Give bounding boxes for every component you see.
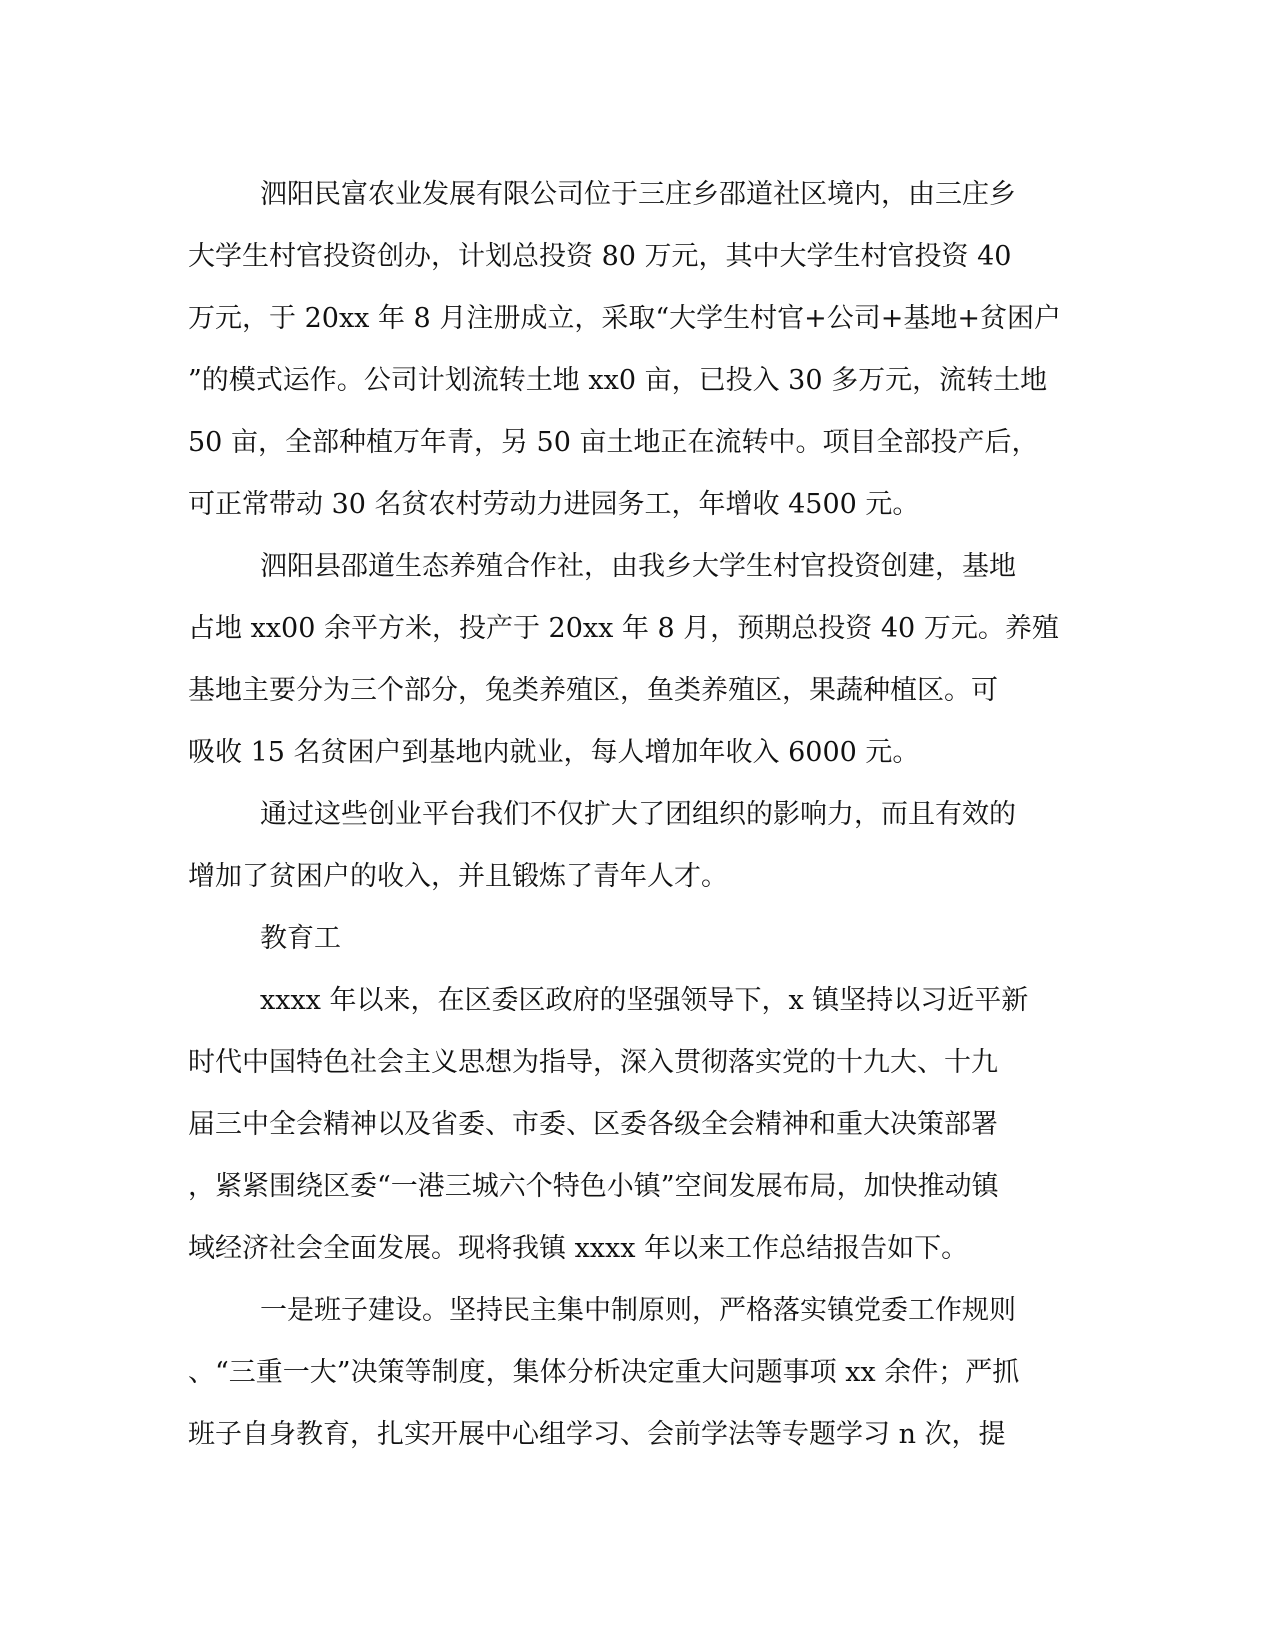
text-line: 基地主要分为三个部分，兔类养殖区，鱼类养殖区，果蔬种植区。可 (188, 675, 998, 706)
text-line: ，紧紧围绕区委“一港三城六个特色小镇”空间发展布局，加快推动镇 (188, 1171, 999, 1202)
text-line: 泗阳民富农业发展有限公司位于三庄乡邵道社区境内，由三庄乡 (260, 179, 1016, 210)
text-line: 增加了贫困户的收入，并且锻炼了青年人才。 (188, 861, 728, 892)
text-line: 域经济社会全面发展。现将我镇 xxxx 年以来工作总结报告如下。 (188, 1233, 969, 1264)
text-line: 班子自身教育，扎实开展中心组学习、会前学法等专题学习 n 次，提 (188, 1419, 1006, 1450)
text-line: 50 亩，全部种植万年青，另 50 亩土地正在流转中。项目全部投产后， (188, 427, 1039, 458)
text-line: 、“三重一大”决策等制度，集体分析决定重大问题事项 xx 余件；严抓 (188, 1357, 1020, 1388)
text-line: xxxx 年以来，在区委区政府的坚强领导下，x 镇坚持以习近平新 (260, 985, 1029, 1016)
text-line: 吸收 15 名贫困户到基地内就业，每人增加年收入 6000 元。 (188, 737, 920, 768)
text-line: 大学生村官投资创办，计划总投资 80 万元，其中大学生村官投资 40 (188, 241, 1012, 272)
document-body (188, 164, 1088, 1466)
text-line: 泗阳县邵道生态养殖合作社，由我乡大学生村官投资创建，基地 (260, 551, 1016, 582)
text-line: ”的模式运作。公司计划流转土地 xx0 亩，已投入 30 多万元，流转土地 (188, 365, 1048, 396)
text-line: 通过这些创业平台我们不仅扩大了团组织的影响力，而且有效的 (260, 799, 1016, 830)
text-line: 届三中全会精神以及省委、市委、区委各级全会精神和重大决策部署 (188, 1109, 998, 1140)
text-line: 一是班子建设。坚持民主集中制原则，严格落实镇党委工作规则 (260, 1295, 1016, 1326)
text-line: 可正常带动 30 名贫农村劳动力进园务工，年增收 4500 元。 (188, 489, 920, 520)
section-heading: 教育工 (260, 923, 341, 954)
text-line: 时代中国特色社会主义思想为指导，深入贯彻落实党的十九大、十九 (188, 1047, 998, 1078)
text-line: 万元，于 20xx 年 8 月注册成立，采取“大学生村官+公司+基地+贫困户 (188, 303, 1061, 334)
text-line: 占地 xx00 余平方米，投产于 20xx 年 8 月，预期总投资 40 万元。养殖 (188, 613, 1059, 644)
